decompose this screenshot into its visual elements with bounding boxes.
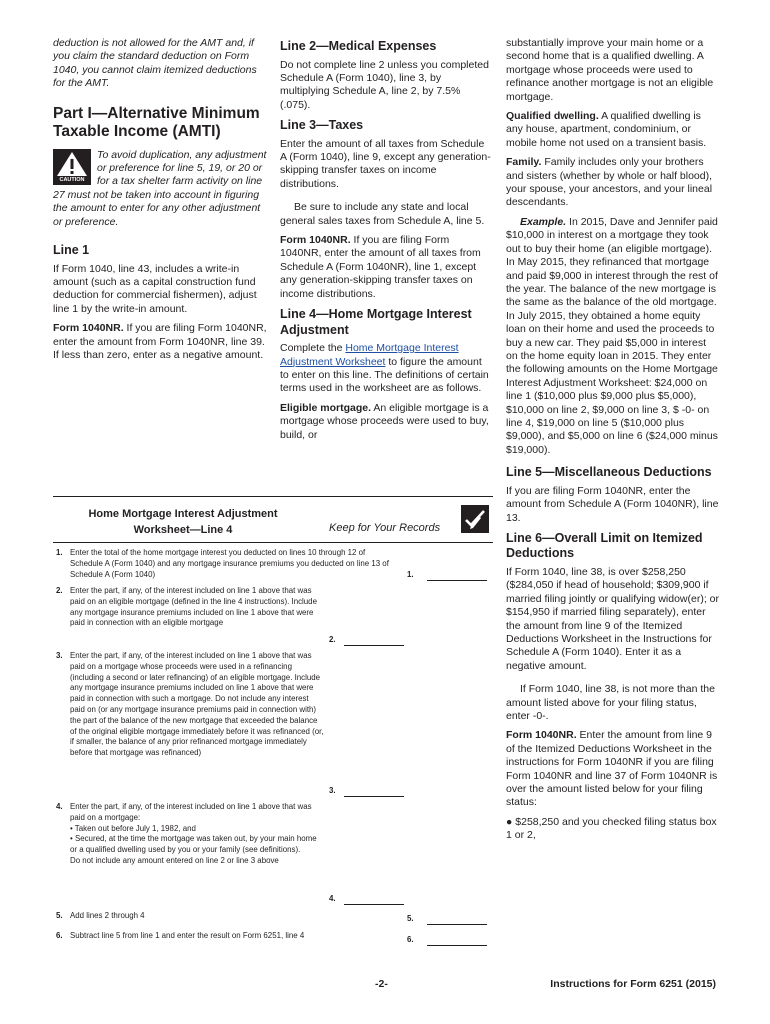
continued-paragraph: substantially improve your main home or a second home that is a qualified dwelling. A mortgage whose proceeds were used to refinance another mortgage is not an eligible mortgage. bbox=[506, 37, 714, 103]
keep-for-records: Keep for Your Records bbox=[329, 522, 441, 534]
line6-paragraph-2: If Form 1040, line 38, is not more than the amount listed above for your filing status, enter -0-. bbox=[506, 683, 715, 722]
column-middle bbox=[280, 37, 493, 448]
amount-field-2[interactable] bbox=[344, 644, 404, 646]
amount-field-3[interactable] bbox=[344, 795, 404, 797]
line5-heading: Line 5—Miscellaneous Deductions bbox=[506, 465, 712, 480]
amount-field-1[interactable] bbox=[427, 579, 487, 581]
family-paragraph bbox=[506, 156, 720, 210]
pencil-checkmark-icon bbox=[461, 505, 489, 533]
line4-paragraph bbox=[280, 342, 493, 396]
bullet-icon: ● bbox=[506, 815, 516, 828]
worksheet-title-line1: Home Mortgage Interest Adjustment bbox=[88, 508, 278, 520]
row-number: 2. bbox=[56, 586, 63, 595]
line2-heading: Line 2—Medical Expenses bbox=[280, 39, 437, 53]
line4-text-a: Complete the bbox=[280, 342, 346, 355]
row-text: Enter the part, if any, of the interest included on line 1 above that was paid on an eligible mortgage (defined in the line 4 instructions). Include any mortgage insurance premiums included on line 1 above that were paid in connection with an eligible mortgage bbox=[70, 586, 317, 628]
document-footer-title: Instructions for Form 6251 (2015) bbox=[550, 978, 716, 990]
worksheet-row-6 bbox=[53, 931, 493, 949]
amount-field-5[interactable] bbox=[427, 923, 487, 925]
worksheet-title bbox=[53, 506, 313, 538]
eligible-mortgage-label: Eligible mortgage. bbox=[280, 401, 372, 414]
caution-text: To avoid duplication, any adjustment or preference for line 5, 19, or 20 or for a tax shelter farm activity on line 27 must not be taken into account in figuring the amount to enter for any other adjustment or preference. bbox=[53, 148, 267, 228]
row-text: Enter the part, if any, of the interest included on line 1 above that was paid on a mortgage whose proceeds were used in a refinancing (including a second or later refinancing) of an eligible mortgage. Include any mortgage insurance premiums included on line 1 above that were paid in connection with such a mortgage. Do not include any interest paid on (or any mortgage insurance premiums paid in connection with) the part of the balance of the new mortgage that exceeded the balance of the original eligible mortgage immediately before it was refinanced (or, if smaller, the balance of any prior refinanced mortgage immediately before that mortgage was refinanced) bbox=[70, 651, 324, 758]
worksheet-title-line2: Worksheet—Line 4 bbox=[133, 524, 233, 536]
form1040nr-text: Enter the amount from line 9 of the Itemized Deductions Worksheet in the instructions for Form 1040NR if you are filing Form 1040NR and line 37 of Form 1040NR is over the amount listed below for your filing status: bbox=[506, 729, 718, 809]
line3-sales-tax-paragraph: Be sure to include any state and local general sales taxes from Schedule A, line 5. bbox=[280, 201, 485, 227]
column-left bbox=[53, 37, 267, 368]
form1040nr-text: If you are filing Form 1040NR, enter the amount from Form 1040NR, line 39. If less than zero, enter as a negative amount. bbox=[53, 322, 267, 361]
bullet-item bbox=[506, 816, 720, 843]
line3-paragraph: Enter the amount of all taxes from Schedule A (Form 1040), line 9, except any generation-skipping transfer taxes on income distributions. bbox=[280, 137, 491, 190]
worksheet-row-4 bbox=[53, 802, 493, 907]
form1040nr-text: If you are filing Form 1040NR, enter the amount of all taxes from Schedule A (Form 1040NR), line 1, except any generation-skipping transfer taxes on income distributions. bbox=[280, 234, 481, 300]
home-mortgage-worksheet bbox=[53, 496, 493, 949]
row-bullet-b: • Secured, at the time the mortgage was taken out, by your main home or a qualified dwelling used by you or your family (see definitions). bbox=[70, 834, 317, 855]
form1040nr-label: Form 1040NR. bbox=[53, 322, 124, 335]
amount-field-6[interactable] bbox=[427, 944, 487, 946]
qualified-dwelling-text: A qualified dwelling is any house, apartment, condominium, or mobile home not used on a transient basis. bbox=[506, 110, 707, 149]
line1-heading: Line 1 bbox=[53, 243, 90, 258]
row-number: 4. bbox=[56, 802, 63, 811]
row-line-number: 6. bbox=[407, 935, 414, 944]
line6-form1040nr-paragraph bbox=[506, 729, 720, 809]
caution-icon bbox=[53, 149, 91, 185]
line6-paragraph-1: If Form 1040, line 38, is over $258,250 ($284,050 if head of household; $309,900 if married filing jointly or qualifying widow(er); or $154,950 if married filing separately), enter the amount from line 9 of the Itemized Deductions Worksheet in the Instructions for Schedule A (Form 1040). Enter it as a negative amount. bbox=[506, 565, 719, 672]
eligible-mortgage-paragraph bbox=[280, 402, 493, 442]
line2-paragraph: Do not complete line 2 unless you completed Schedule A (Form 1040), line 3, by multiplying Schedule A, line 2, by 7.5% (.075). bbox=[280, 58, 489, 111]
row-note: Do not include any amount entered on line 2 or line 3 above bbox=[70, 855, 279, 865]
form1040nr-label: Form 1040NR. bbox=[506, 729, 577, 742]
row-text: Enter the part, if any, of the interest included on line 1 above that was paid on a mortgage: bbox=[70, 802, 312, 822]
row-number: 6. bbox=[56, 931, 63, 940]
qualified-dwelling-paragraph bbox=[506, 110, 720, 150]
row-text: Enter the total of the home mortgage interest you deducted on lines 10 through 12 of Schedule A (Form 1040) and any mortgage insurance premiums you deducted on line 13 of Schedule A (Form 1040) bbox=[70, 548, 389, 579]
worksheet-link[interactable]: Home Mortgage Interest Adjustment Worksheet bbox=[280, 342, 459, 368]
row-bullet-a: • Taken out before July 1, 1982, and bbox=[70, 823, 196, 833]
line5-paragraph: If you are filing Form 1040NR, enter the amount from Schedule A (Form 1040NR), line 13. bbox=[506, 484, 719, 524]
amount-field-4[interactable] bbox=[344, 903, 404, 905]
worksheet-row-5 bbox=[53, 911, 493, 929]
worksheet-row-1 bbox=[53, 548, 493, 583]
row-number: 3. bbox=[56, 651, 63, 660]
worksheet-row-3 bbox=[53, 651, 493, 799]
eligible-mortgage-text: An eligible mortgage is a mortgage whose proceeds were used to buy, build, or bbox=[280, 401, 489, 441]
row-text: Subtract line 5 from line 1 and enter the result on Form 6251, line 4 bbox=[70, 931, 305, 940]
bullet-text: $258,250 and you checked filing status box 1 or 2, bbox=[506, 815, 717, 842]
row-number: 1. bbox=[56, 548, 63, 557]
row-line-number: 5. bbox=[407, 914, 414, 923]
row-line-number: 2. bbox=[329, 635, 336, 644]
caution-label: CAUTION bbox=[59, 176, 85, 183]
line4-text-b: to figure the amount to enter on this line. The definitions of certain terms used in the worksheet are as follows. bbox=[280, 355, 489, 395]
part-heading: Part I—Alternative Minimum Taxable Income (AMTI) bbox=[53, 104, 260, 140]
family-text: Family includes only your brothers and sisters (whether by whole or half blood), your spouse, your ancestors, and your lineal descendants. bbox=[506, 156, 713, 209]
family-label: Family. bbox=[506, 156, 542, 169]
example-paragraph bbox=[506, 216, 720, 457]
row-line-number: 4. bbox=[329, 894, 336, 903]
line3-heading: Line 3—Taxes bbox=[280, 118, 364, 133]
column-right bbox=[506, 37, 720, 849]
page-number: -2- bbox=[375, 978, 388, 990]
example-text: In 2015, Dave and Jennifer paid $10,000 in interest on a mortgage they took out to buy their home (an eligible mortgage). In May 2015, they refinanced that mortgage and paid $9,000 in interest through the rest of the year. The balance of the new mortgage is the same as the balance of the old mortgage. In July 2015, they obtained a home equity loan on their home and used the proceeds to buy a new car. They paid $5,000 in interest on the home equity loan in 2015. They enter the following amounts on the Home Mortgage Interest Adjustment Worksheet: $24,000 on line 1 ($10,000 plus $9,000 plus $5,000), $10,000 on line 2, $9,000 on line 3, $ -0- on line 4, $19,000 on line 5 ($10,000 plus $9,000), and $5,000 on line 6 ($24,000 minus $19,000). bbox=[506, 215, 718, 456]
line6-heading: Line 6—Overall Limit on Itemized Deductions bbox=[506, 530, 703, 561]
line4-heading: Line 4—Home Mortgage Interest Adjustment bbox=[280, 307, 472, 337]
line1-form1040nr-paragraph bbox=[53, 322, 267, 362]
row-line-number: 3. bbox=[329, 786, 336, 795]
qualified-dwelling-label: Qualified dwelling. bbox=[506, 110, 599, 123]
row-line-number: 1. bbox=[407, 570, 414, 579]
row-number: 5. bbox=[56, 911, 63, 920]
row-text: Add lines 2 through 4 bbox=[70, 911, 145, 920]
form1040nr-label: Form 1040NR. bbox=[280, 234, 351, 247]
worksheet-header bbox=[53, 497, 493, 543]
intro-italic-text: deduction is not allowed for the AMT and, if you claim the standard deduction on Form 1040, you cannot claim itemized deductions for the AMT. bbox=[53, 37, 257, 90]
example-label: Example. bbox=[520, 215, 567, 228]
line1-paragraph: If Form 1040, line 43, includes a write-in amount (such as a capital construction fund deduction for commercial fishermen), adjust line 1 by the write-in amount. bbox=[53, 262, 257, 315]
caution-block bbox=[53, 149, 267, 229]
line3-form1040nr-paragraph bbox=[280, 234, 493, 301]
worksheet-row-2 bbox=[53, 586, 493, 648]
